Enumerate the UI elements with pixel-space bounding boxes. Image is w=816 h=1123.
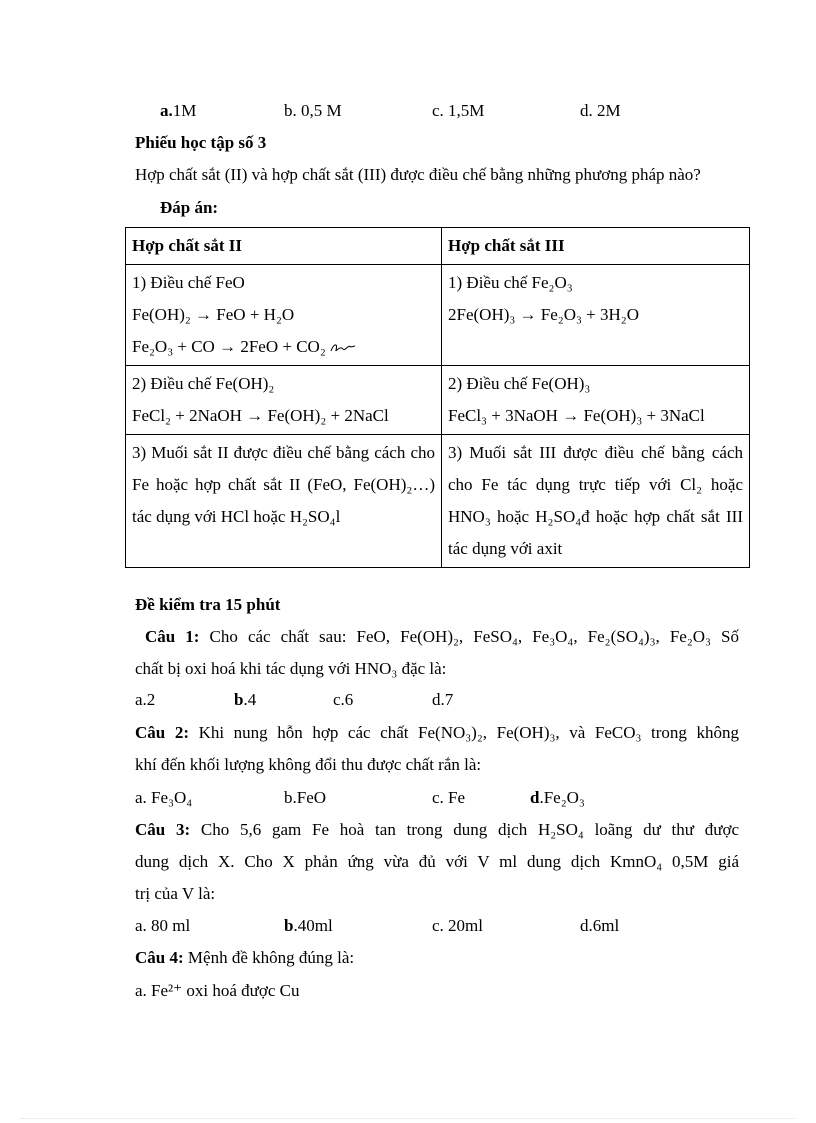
- q3-option-d: d.6ml: [580, 916, 620, 935]
- header-right: Hợp chất sắt III: [442, 228, 750, 265]
- left-s2-title: 2) Điều chế Fe(OH)₂: [132, 374, 275, 393]
- option-d: d. 2M: [580, 101, 621, 120]
- q1-line1: Câu 1: Cho các chất sau: FeO, Fe(OH)₂, FeSO₄, Fe₃O₄, Fe₂(SO₄)₃, Fe₂O₃ Số: [145, 627, 739, 646]
- q1-option-b: b.4: [234, 690, 257, 709]
- cell-right-1: [442, 265, 750, 366]
- quiz-title: Đề kiểm tra 15 phút: [135, 595, 281, 614]
- option-a: a.1M: [160, 101, 197, 120]
- left-s1-eq2-row: [132, 331, 435, 363]
- option-c: c. 1,5M: [432, 101, 485, 120]
- q2-option-d: d.Fe₂O₃: [530, 788, 585, 807]
- q3-option-b: b.40ml: [284, 916, 333, 935]
- left-s2-eq: FeCl₂ + 2NaOH → Fe(OH)₂ + 2NaCl: [132, 406, 389, 425]
- left-s1-title: 1) Điều chế FeO: [132, 273, 245, 292]
- cell-right-2: [442, 366, 750, 435]
- q1-label: Câu 1:: [145, 627, 200, 646]
- q2-option-b: b.FeO: [284, 788, 327, 807]
- q1-option-c: c.6: [333, 690, 354, 709]
- cell-left-1: [126, 265, 442, 366]
- answer-table: [125, 227, 750, 568]
- worksheet-title: Phiếu học tập số 3: [135, 133, 267, 152]
- right-s2-title: 2) Điều chế Fe(OH)₃: [448, 374, 591, 393]
- q1-line2: chất bị oxi hoá khi tác dụng với HNO₃ đặc là:: [135, 659, 447, 678]
- q3-line3: trị của V là:: [135, 884, 216, 903]
- q4-line1: Câu 4: Mệnh đề không đúng là:: [135, 948, 355, 967]
- right-s1-eq: 2Fe(OH)₃ → Fe₂O₃ + 3H₂O: [448, 305, 640, 324]
- option-b: b. 0,5 M: [284, 101, 342, 120]
- q3-label: Câu 3:: [135, 820, 191, 839]
- q2-option-a: a. Fe₃O₄: [135, 788, 193, 807]
- worksheet-question: Hợp chất sắt (II) và hợp chất sắt (III) được điều chế bằng những phương pháp nào?: [135, 165, 701, 184]
- q4-option-a: a. Fe²⁺ oxi hoá được Cu: [135, 981, 300, 1000]
- q3-option-c: c. 20ml: [432, 916, 483, 935]
- q1-option-d: d.7: [432, 690, 454, 709]
- page-bottom-border: [20, 1118, 796, 1119]
- left-s1-eq1: Fe(OH)₂ → FeO + H₂O: [132, 305, 295, 324]
- q2-line1: Câu 2: Khi nung hỗn hợp các chất Fe(NO₃)₂, Fe(OH)₃, và FeCO₃ trong không: [135, 723, 739, 742]
- q4-label: Câu 4:: [135, 948, 184, 967]
- cell-left-3: 3) Muối sắt II được điều chế bằng cách cho Fe hoặc hợp chất sắt II (FeO, Fe(OH)₂…) tác dụng với HCl hoặc H₂SO₄l: [126, 435, 442, 568]
- right-s2-eq: FeCl₃ + 3NaOH → Fe(OH)₃ + 3NaCl: [448, 406, 705, 425]
- scribble-icon: [330, 341, 356, 355]
- q2-line2: khí đến khối lượng không đổi thu được chất rắn là:: [135, 755, 482, 774]
- q3-option-a: a. 80 ml: [135, 916, 191, 935]
- header-left: Hợp chất sắt II: [126, 228, 442, 265]
- answer-label: Đáp án:: [160, 198, 219, 217]
- q2-option-c: c. Fe: [432, 788, 466, 807]
- q2-label: Câu 2:: [135, 723, 189, 742]
- cell-right-3: 3) Muối sắt III được điều chế bằng cách cho Fe tác dụng trực tiếp với Cl₂ hoặc HNO₃ hoặc H₂SO₄đ hoặc hợp chất sắt III tác dụng với axit: [442, 435, 750, 568]
- right-s1-title: 1) Điều chế Fe₂O₃: [448, 273, 573, 292]
- q1-option-a: a.2: [135, 690, 156, 709]
- q3-line2: dung dịch X. Cho X phản ứng vừa đủ với V ml dung dịch KmnO₄ 0,5M giá: [135, 852, 739, 871]
- cell-left-2: [126, 366, 442, 435]
- q3-line1: Câu 3: Cho 5,6 gam Fe hoà tan trong dung dịch H₂SO₄ loãng dư thư được: [135, 820, 739, 839]
- left-s1-eq2: Fe₂O₃ + CO → 2FeO + CO₂: [132, 337, 326, 356]
